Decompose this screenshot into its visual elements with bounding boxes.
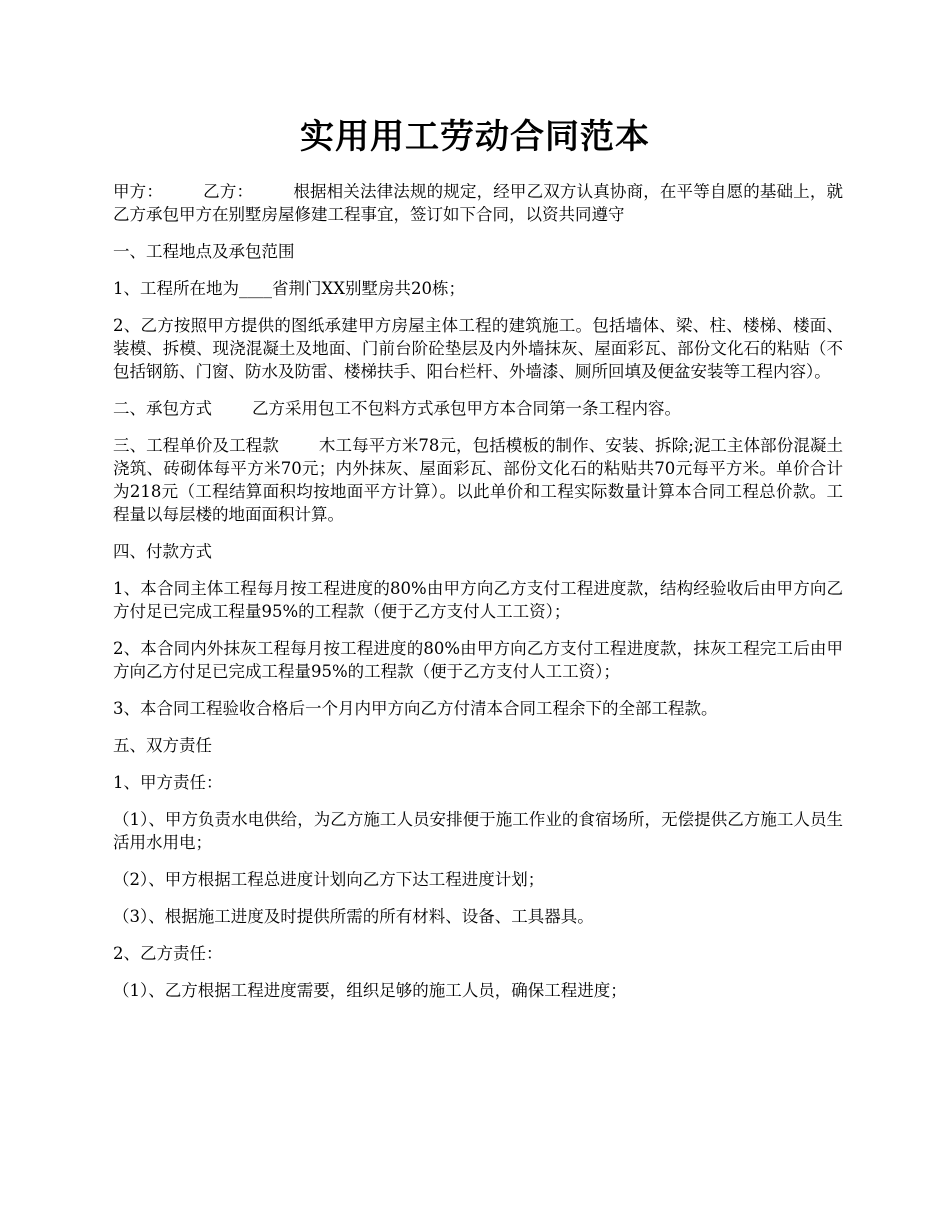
clause-paragraph: 2、本合同内外抹灰工程每月按工程进度的80%由甲方向乙方支付工程进度款，抹灰工程完工后由甲方向乙方付足已完成工程量95%的工程款（便于乙方支付人工工资）； (113, 639, 843, 681)
section-text: 乙方采用包工不包料方式承包甲方本合同第一条工程内容。 (252, 399, 681, 418)
document-body (113, 180, 843, 1016)
clause-paragraph: （1）、乙方根据工程进度需要，组织足够的施工人员，确保工程进度； (113, 981, 627, 1000)
intro-paragraph (113, 180, 843, 226)
clause-paragraph: 1、本合同主体工程每月按工程进度的80%由甲方向乙方支付工程进度款，结构经验收后由甲方向乙方付足已完成工程量95%的工程款（便于乙方支付人工工资）； (113, 579, 843, 621)
section-heading: 一、工程地点及承包范围 (113, 242, 295, 261)
document-title: 实用用工劳动合同范本 (300, 117, 650, 157)
clause-paragraph: 1、工程所在地为____省荆门XX别墅房共20栋； (113, 279, 465, 298)
section-heading: 五、双方责任 (113, 736, 212, 755)
section-text: 木工每平方米78元，包括模板的制作、安装、拆除;泥工主体部份混凝土浇筑、砖砌体每平方米70元；内外抹灰、屋面彩瓦、部份文化石的粘贴共70元每平方米。单价合计为218元（工程结算面积均按地面平方计算）。以此单价和工程实际数量计算本合同工程总价款。工程量以每层楼的地面面积计算。 (113, 436, 844, 524)
sub-heading: 2、乙方责任： (113, 944, 223, 963)
section-heading: 三、工程单价及工程款 (113, 436, 279, 455)
sub-heading: 1、甲方责任： (113, 773, 223, 792)
section-heading: 二、承包方式 (113, 399, 212, 418)
clause-paragraph: 2、乙方按照甲方提供的图纸承建甲方房屋主体工程的建筑施工。包括墙体、梁、柱、楼梯、楼面、装模、拆模、现浇混凝土及地面、门前台阶砼垫层及内外墙抹灰、屋面彩瓦、部份文化石的粘贴（不包括钢筋、门窗、防水及防雷、楼梯扶手、阳台栏杆、外墙漆、厕所回填及便盆安装等工程内容）。 (113, 316, 843, 381)
clause-paragraph: 3、本合同工程验收合格后一个月内甲方向乙方付清本合同工程余下的全部工程款。 (113, 699, 718, 718)
clause-paragraph: （1）、甲方负责水电供给，为乙方施工人员安排便于施工作业的食宿场所，无偿提供乙方施工人员生活用水用电； (113, 810, 843, 852)
section-heading: 四、付款方式 (113, 542, 212, 561)
party-b-label: 乙方： (203, 182, 254, 201)
section-paragraph (113, 397, 843, 420)
clause-paragraph: （3）、根据施工进度及时提供所需的所有材料、设备、工具器具。 (113, 907, 594, 926)
section-paragraph (113, 434, 843, 526)
intro-text: 根据相关法律法规的规定，经甲乙双方认真协商，在平等自愿的基础上，就乙方承包甲方在别墅房屋修建工程事宜，签订如下合同，以资共同遵守 (113, 182, 844, 224)
clause-paragraph: （2）、甲方根据工程总进度计划向乙方下达工程进度计划； (113, 870, 545, 889)
party-a-label: 甲方： (113, 182, 163, 201)
